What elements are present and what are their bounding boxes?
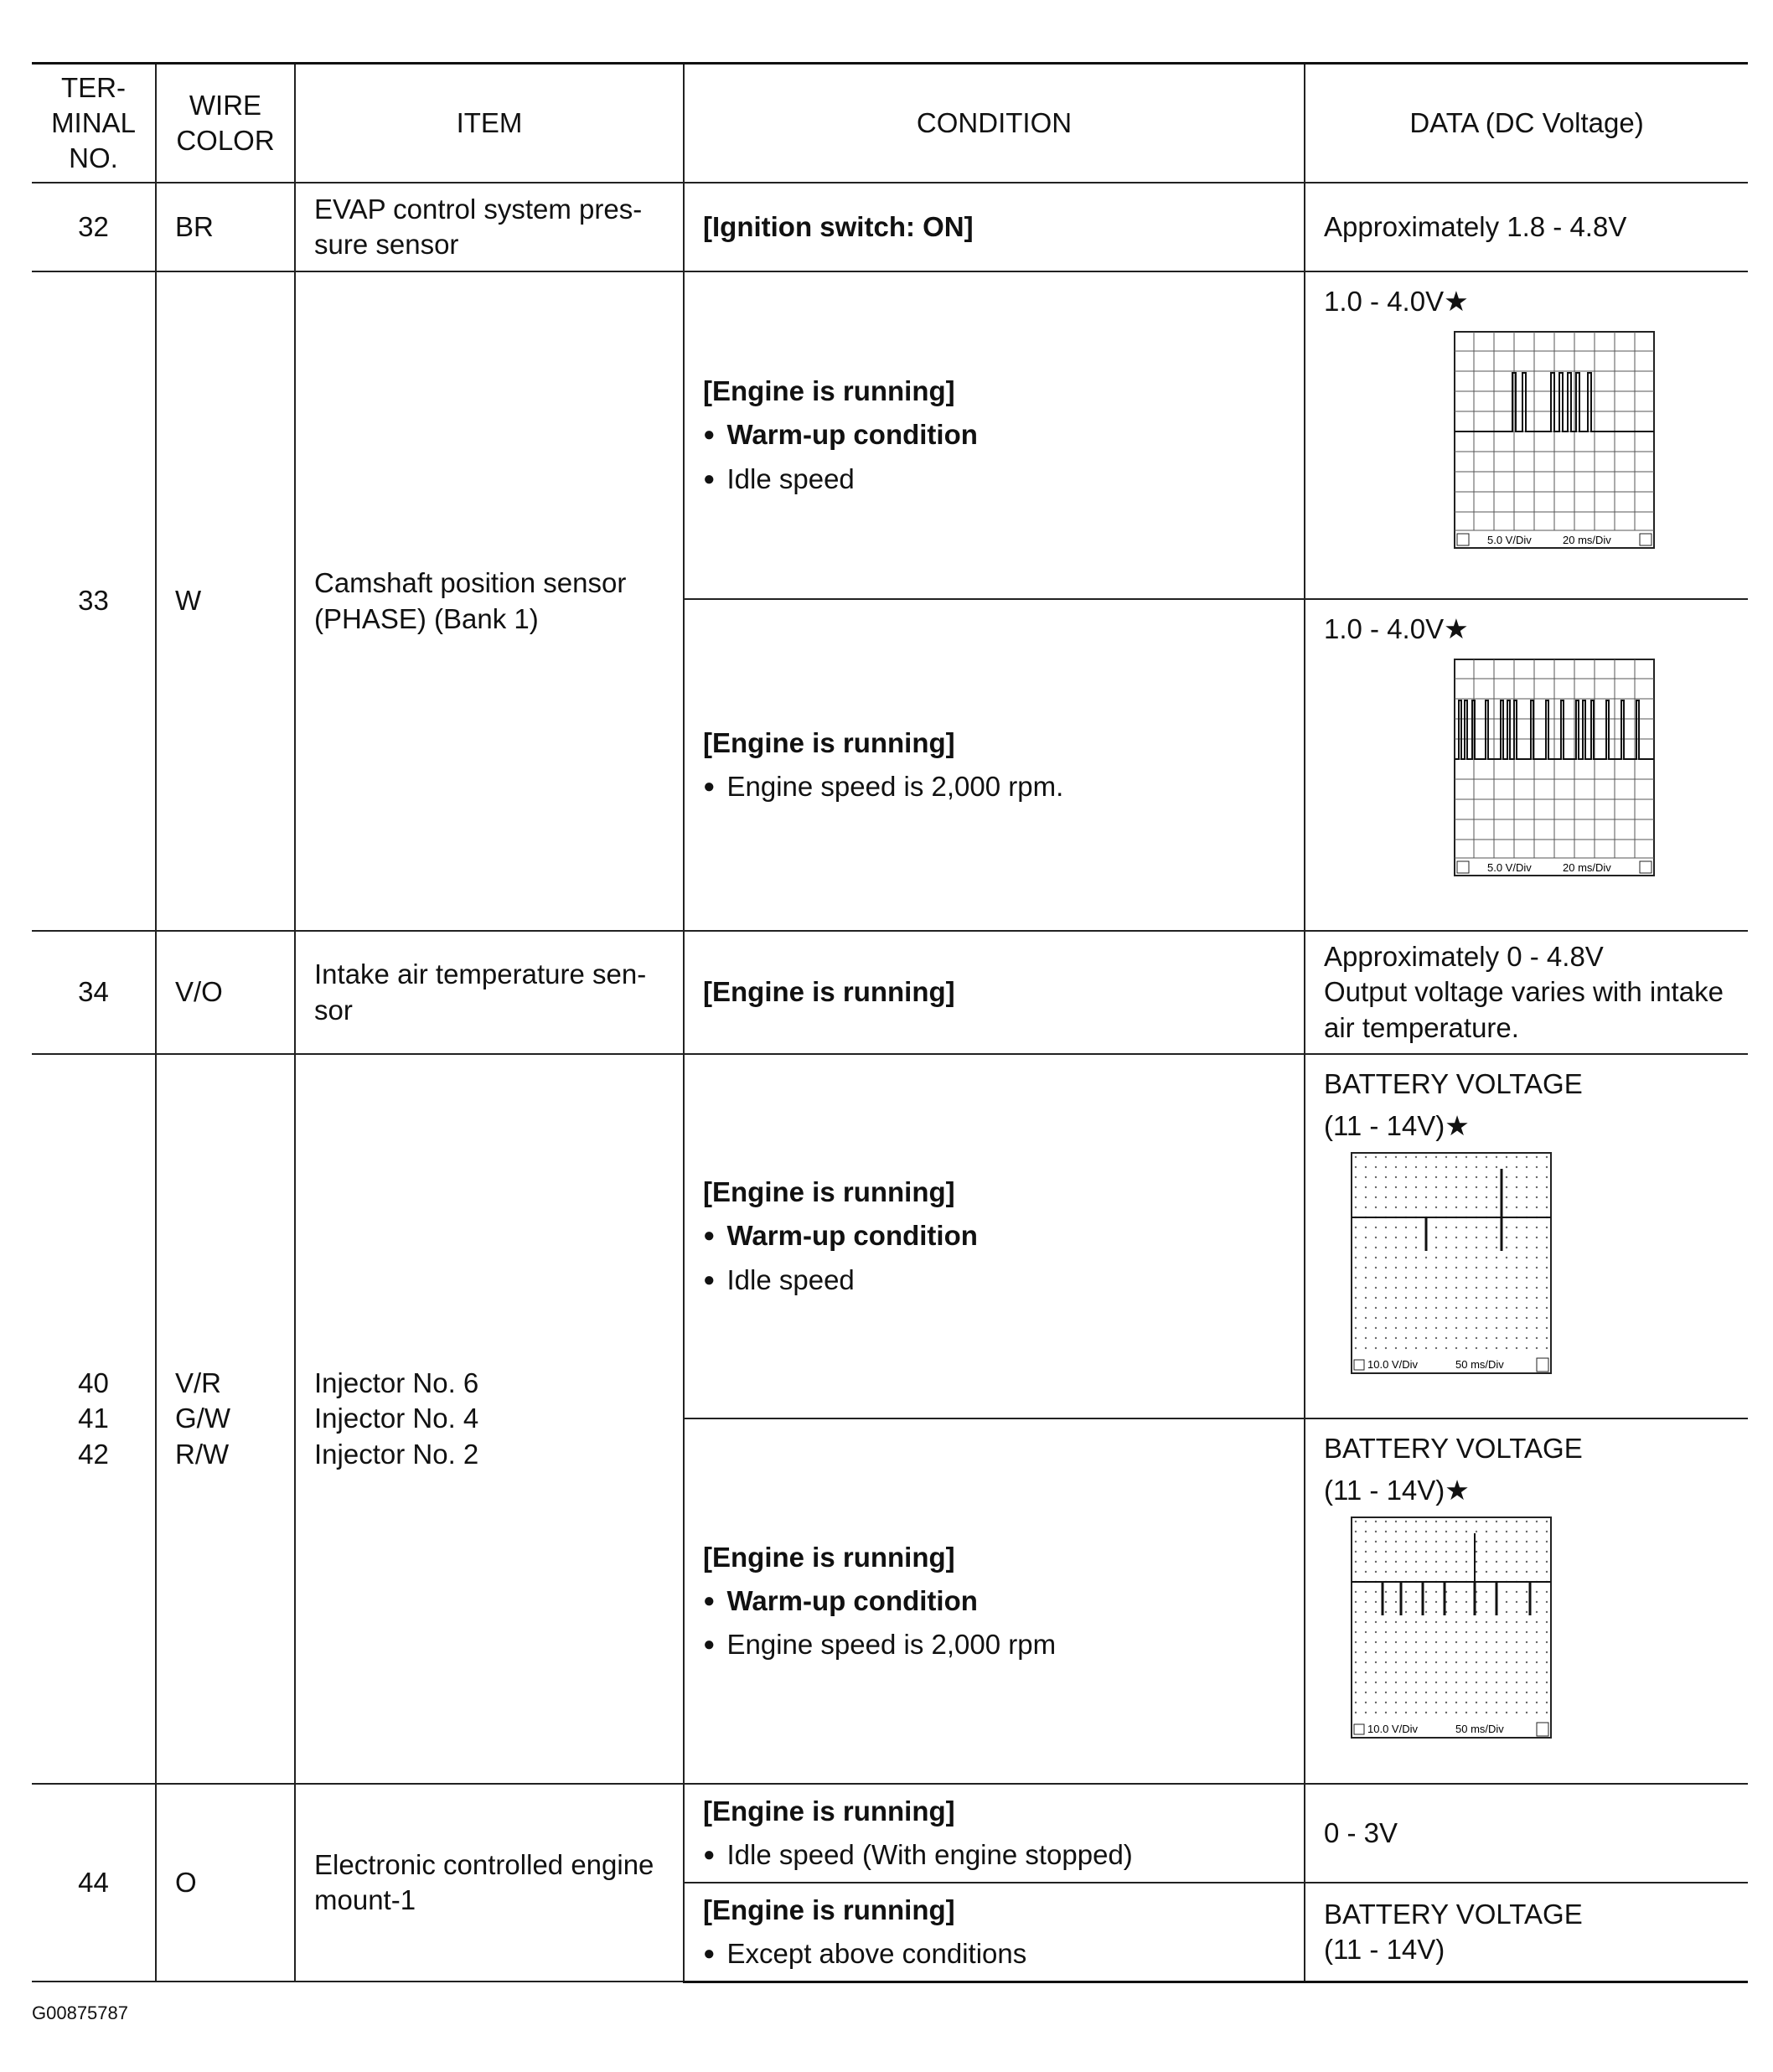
item-cell xyxy=(295,1054,684,1784)
item-cell: Electronic controlled engine mount-1 xyxy=(295,1784,684,1982)
condition-cell xyxy=(684,1418,1305,1784)
data-value: 1.0 - 4.0V★ xyxy=(1324,613,1469,644)
scope-dot-grid xyxy=(1352,1518,1550,1719)
wire-color: V/R xyxy=(175,1367,222,1399)
wire-color-cell xyxy=(156,1054,295,1784)
wire-color: G/W xyxy=(175,1403,230,1434)
wire-color: R/W xyxy=(175,1438,230,1470)
terminal-cell: 44 xyxy=(32,1784,156,1982)
table-row xyxy=(32,931,1748,1054)
data-value: BATTERY VOLTAGE xyxy=(1324,1433,1583,1464)
table-row xyxy=(32,271,1748,599)
header-item: ITEM xyxy=(295,64,684,183)
table-row xyxy=(32,183,1748,271)
data-cell: 0 - 3V xyxy=(1305,1784,1748,1883)
data-cell xyxy=(1305,1418,1748,1784)
scope-time-label: 50 ms/Div xyxy=(1455,1723,1504,1736)
data-range: (11 - 14V)★ xyxy=(1324,1110,1470,1142)
terminal-cell: 32 xyxy=(32,183,156,271)
scope-volts-label: 10.0 V/Div xyxy=(1367,1358,1418,1372)
condition-title: [Engine is running] xyxy=(703,1894,955,1925)
condition-bullet: ● Engine speed is 2,000 rpm. xyxy=(703,769,1304,804)
condition-bullet: ● Idle speed xyxy=(703,462,1304,497)
condition-bullet: ● Engine speed is 2,000 rpm xyxy=(703,1627,1304,1662)
data-cell xyxy=(1305,931,1748,1054)
data-range: (11 - 14V)★ xyxy=(1324,1475,1470,1506)
header-row xyxy=(32,64,1748,183)
condition-cell xyxy=(684,599,1305,931)
data-cell xyxy=(1305,1054,1748,1418)
scope-time-label: 20 ms/Div xyxy=(1563,534,1611,547)
wire-color-cell: BR xyxy=(156,183,295,271)
table-row xyxy=(32,1054,1748,1418)
oscilloscope-waveform xyxy=(1454,331,1655,549)
oscilloscope-waveform xyxy=(1351,1152,1552,1374)
item-name: Injector No. 4 xyxy=(314,1403,479,1434)
item-name: Injector No. 6 xyxy=(314,1367,479,1399)
data-cell xyxy=(1305,271,1748,599)
wire-color-cell: O xyxy=(156,1784,295,1982)
header-condition: CONDITION xyxy=(684,64,1305,183)
terminal-cell: 33 xyxy=(32,271,156,931)
condition-bullet: ● Warm-up condition xyxy=(703,1584,1304,1619)
scope-dot-grid xyxy=(1352,1154,1550,1355)
header-wire-color: WIRE COLOR xyxy=(156,64,295,183)
data-cell: Approximately 1.8 - 4.8V xyxy=(1305,183,1748,271)
header-terminal: TER-MINAL NO. xyxy=(32,64,156,183)
condition-bullet: ● Idle speed (With engine stopped) xyxy=(703,1837,1304,1873)
condition-cell xyxy=(684,1883,1305,1982)
scope-volts-label: 5.0 V/Div xyxy=(1487,861,1532,875)
data-value: BATTERY VOLTAGE xyxy=(1324,1898,1583,1930)
terminal-cell: 34 xyxy=(32,931,156,1054)
item-cell: Camshaft position sensor (PHASE) (Bank 1) xyxy=(295,271,684,931)
condition-cell: [Ignition switch: ON] xyxy=(684,183,1305,271)
table-row xyxy=(32,1784,1748,1883)
terminal-number: 40 xyxy=(78,1367,109,1399)
condition-title: [Engine is running] xyxy=(703,1795,955,1827)
data-value: 1.0 - 4.0V★ xyxy=(1324,286,1469,317)
data-value: BATTERY VOLTAGE xyxy=(1324,1068,1583,1099)
condition-cell xyxy=(684,1784,1305,1883)
data-cell xyxy=(1305,1883,1748,1982)
condition-cell xyxy=(684,271,1305,599)
condition-bullet: ● Except above conditions xyxy=(703,1936,1304,1971)
condition-cell: [Engine is running] xyxy=(684,931,1305,1054)
data-note: Output voltage varies with intake air temperature. xyxy=(1324,976,1724,1043)
terminal-cell xyxy=(32,1054,156,1784)
condition-bullet: ● Warm-up condition xyxy=(703,1218,1304,1253)
scope-volts-label: 10.0 V/Div xyxy=(1367,1723,1418,1736)
figure-id: G00875787 xyxy=(32,2002,128,2023)
data-range: (11 - 14V) xyxy=(1324,1933,1445,1965)
item-cell: EVAP control system pres-sure sensor xyxy=(295,183,684,271)
condition-title: [Engine is running] xyxy=(703,1176,955,1208)
item-cell: Intake air temperature sen-sor xyxy=(295,931,684,1054)
scope-time-label: 50 ms/Div xyxy=(1455,1358,1504,1372)
item-name: Injector No. 2 xyxy=(314,1438,479,1470)
condition-cell xyxy=(684,1054,1305,1418)
scope-time-label: 20 ms/Div xyxy=(1563,861,1611,875)
data-value: Approximately 0 - 4.8V xyxy=(1324,941,1604,973)
condition-bullet: ● Idle speed xyxy=(703,1263,1304,1298)
oscilloscope-waveform xyxy=(1454,659,1655,876)
wire-color-cell: V/O xyxy=(156,931,295,1054)
wire-color-cell: W xyxy=(156,271,295,931)
condition-title: [Engine is running] xyxy=(703,1541,955,1573)
terminal-data-table-container xyxy=(32,62,1748,1983)
condition-title: [Engine is running] xyxy=(703,375,955,407)
header-data: DATA (DC Voltage) xyxy=(1305,64,1748,183)
terminal-data-table xyxy=(32,62,1748,1983)
data-cell xyxy=(1305,599,1748,931)
condition-bullet: ● Warm-up condition xyxy=(703,417,1304,452)
condition-title: [Engine is running] xyxy=(703,726,955,758)
scope-volts-label: 5.0 V/Div xyxy=(1487,534,1532,547)
terminal-number: 42 xyxy=(78,1438,109,1470)
oscilloscope-waveform xyxy=(1351,1517,1552,1739)
terminal-number: 41 xyxy=(78,1403,109,1434)
